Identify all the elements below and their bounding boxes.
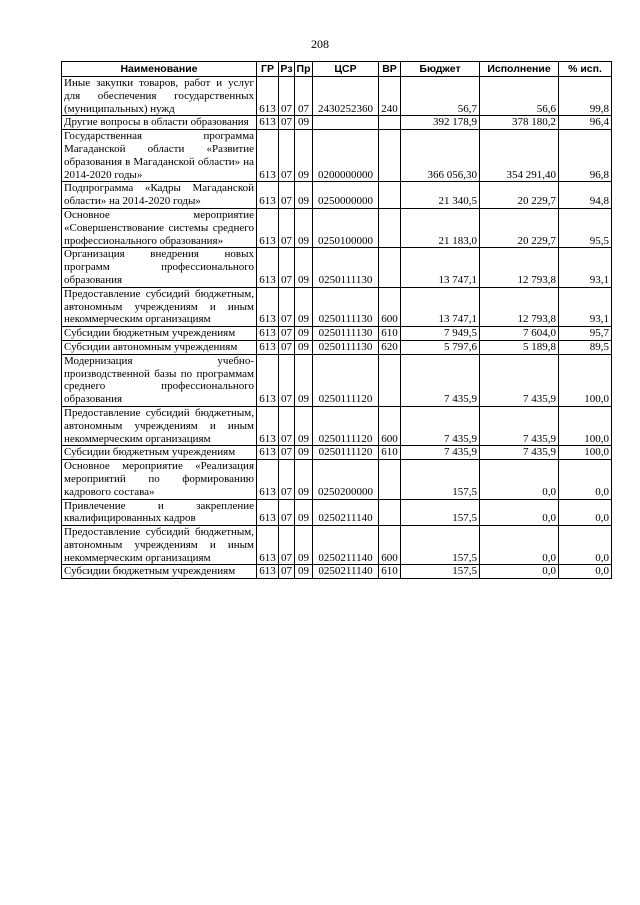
row-pr: 09 [295,460,313,499]
row-pr: 09 [295,182,313,209]
row-csr: 0250100000 [313,208,379,247]
row-gr: 613 [257,287,279,326]
row-csr: 0250111130 [313,340,379,354]
row-csr: 0250111120 [313,354,379,406]
row-name: Предоставление субсидий бюджетным, автономным учреждениям и иным некоммерческим организациям [62,287,257,326]
row-rz: 07 [279,499,295,526]
row-execution: 0,0 [480,499,559,526]
row-csr [313,116,379,130]
table-row [62,248,612,287]
column-header-name: Наименование [62,62,257,77]
row-budget: 392 178,9 [401,116,480,130]
row-gr: 613 [257,499,279,526]
row-pr: 09 [295,248,313,287]
column-header-pr: Пр [295,62,313,77]
row-pr: 09 [295,406,313,445]
table-row [62,406,612,445]
row-budget: 157,5 [401,526,480,565]
row-rz: 07 [279,327,295,341]
table-row [62,287,612,326]
row-budget: 7 435,9 [401,446,480,460]
row-rz: 07 [279,208,295,247]
column-header-budget: Бюджет [401,62,480,77]
row-budget: 157,5 [401,565,480,579]
row-gr: 613 [257,460,279,499]
table-row [62,182,612,209]
row-csr: 0250211140 [313,526,379,565]
table-row [62,208,612,247]
row-name: Привлечение и закрепление квалифицированных кадров [62,499,257,526]
row-execution: 0,0 [480,526,559,565]
table-row [62,327,612,341]
row-execution: 7 435,9 [480,354,559,406]
row-vr: 600 [379,406,401,445]
row-rz: 07 [279,182,295,209]
row-execution: 7 604,0 [480,327,559,341]
row-name: Иные закупки товаров, работ и услуг для обеспечения государственных (муниципальных) нужд [62,77,257,116]
row-budget: 13 747,1 [401,248,480,287]
row-gr: 613 [257,446,279,460]
row-pr: 09 [295,287,313,326]
row-percent: 0,0 [559,565,612,579]
row-gr: 613 [257,565,279,579]
row-percent: 99,8 [559,77,612,116]
row-execution: 7 435,9 [480,406,559,445]
row-percent: 96,8 [559,130,612,182]
row-budget: 56,7 [401,77,480,116]
row-execution: 0,0 [480,460,559,499]
row-name: Модернизация учебно-производственной базы по программам среднего профессионального образования [62,354,257,406]
row-percent: 89,5 [559,340,612,354]
row-rz: 07 [279,446,295,460]
row-budget: 7 435,9 [401,406,480,445]
row-csr: 0250111120 [313,446,379,460]
row-pr: 07 [295,77,313,116]
row-rz: 07 [279,406,295,445]
row-gr: 613 [257,340,279,354]
row-budget: 21 340,5 [401,182,480,209]
row-csr: 0250211140 [313,565,379,579]
row-execution: 12 793,8 [480,287,559,326]
row-csr: 0250111130 [313,287,379,326]
row-name: Субсидии бюджетным учреждениям [62,565,257,579]
row-budget: 157,5 [401,460,480,499]
table-row [62,446,612,460]
row-vr [379,130,401,182]
row-percent: 93,1 [559,248,612,287]
row-percent: 95,5 [559,208,612,247]
row-percent: 0,0 [559,499,612,526]
row-budget: 7 435,9 [401,354,480,406]
table-row [62,130,612,182]
row-percent: 0,0 [559,526,612,565]
table-header-row [62,62,612,77]
row-pr: 09 [295,499,313,526]
row-vr [379,354,401,406]
budget-table [61,61,612,579]
row-pr: 09 [295,565,313,579]
row-execution: 7 435,9 [480,446,559,460]
column-header-csr: ЦСР [313,62,379,77]
row-gr: 613 [257,248,279,287]
row-vr: 610 [379,565,401,579]
row-rz: 07 [279,116,295,130]
row-csr: 0250111120 [313,406,379,445]
row-budget: 366 056,30 [401,130,480,182]
table-row [62,340,612,354]
row-csr: 0250200000 [313,460,379,499]
row-pr: 09 [295,208,313,247]
row-vr: 240 [379,77,401,116]
row-rz: 07 [279,287,295,326]
row-name: Предоставление субсидий бюджетным, автономным учреждениям и иным некоммерческим организациям [62,526,257,565]
column-header-execution: Исполнение [480,62,559,77]
table-row [62,565,612,579]
table-row [62,460,612,499]
row-csr: 0250111130 [313,327,379,341]
page-number: 208 [311,37,329,51]
row-name: Основное мероприятие «Реализация мероприятий по формированию кадрового состава» [62,460,257,499]
row-percent: 94,8 [559,182,612,209]
row-percent: 93,1 [559,287,612,326]
row-pr: 09 [295,446,313,460]
table-row [62,526,612,565]
row-budget: 157,5 [401,499,480,526]
row-vr: 600 [379,287,401,326]
row-gr: 613 [257,182,279,209]
column-header-gr: ГР [257,62,279,77]
row-pr: 09 [295,354,313,406]
row-vr: 610 [379,327,401,341]
row-csr: 0200000000 [313,130,379,182]
row-rz: 07 [279,77,295,116]
row-gr: 613 [257,130,279,182]
row-rz: 07 [279,340,295,354]
row-execution: 20 229,7 [480,208,559,247]
row-gr: 613 [257,208,279,247]
row-csr: 0250211140 [313,499,379,526]
row-execution: 12 793,8 [480,248,559,287]
row-percent: 100,0 [559,406,612,445]
row-percent: 96,4 [559,116,612,130]
table-row [62,499,612,526]
column-header-vr: ВР [379,62,401,77]
row-vr: 600 [379,526,401,565]
row-name: Основное мероприятие «Совершенствование системы среднего профессионального образования» [62,208,257,247]
row-percent: 100,0 [559,446,612,460]
row-gr: 613 [257,406,279,445]
row-name: Другие вопросы в области образования [62,116,257,130]
row-vr: 610 [379,446,401,460]
row-execution: 0,0 [480,565,559,579]
row-rz: 07 [279,130,295,182]
row-name: Предоставление субсидий бюджетным, автономным учреждениям и иным некоммерческим организациям [62,406,257,445]
row-vr [379,460,401,499]
row-gr: 613 [257,327,279,341]
row-vr: 620 [379,340,401,354]
row-rz: 07 [279,460,295,499]
row-rz: 07 [279,565,295,579]
row-rz: 07 [279,354,295,406]
row-name: Субсидии бюджетным учреждениям [62,446,257,460]
row-percent: 100,0 [559,354,612,406]
row-rz: 07 [279,248,295,287]
row-csr: 2430252360 [313,77,379,116]
row-csr: 0250111130 [313,248,379,287]
column-header-percent: % исп. [559,62,612,77]
row-vr [379,499,401,526]
row-name: Организация внедрения новых программ профессионального образования [62,248,257,287]
row-gr: 613 [257,116,279,130]
row-budget: 7 949,5 [401,327,480,341]
row-vr [379,248,401,287]
row-vr [379,208,401,247]
row-pr: 09 [295,327,313,341]
row-name: Субсидии бюджетным учреждениям [62,327,257,341]
row-budget: 13 747,1 [401,287,480,326]
row-percent: 0,0 [559,460,612,499]
row-execution: 378 180,2 [480,116,559,130]
row-pr: 09 [295,116,313,130]
row-name: Государственная программа Магаданской области «Развитие образования в Магаданской области» на 2014-2020 годы» [62,130,257,182]
row-execution: 56,6 [480,77,559,116]
row-execution: 20 229,7 [480,182,559,209]
table-row [62,116,612,130]
row-pr: 09 [295,130,313,182]
row-execution: 354 291,40 [480,130,559,182]
table-row [62,354,612,406]
row-budget: 21 183,0 [401,208,480,247]
row-percent: 95,7 [559,327,612,341]
row-csr: 0250000000 [313,182,379,209]
row-pr: 09 [295,340,313,354]
row-rz: 07 [279,526,295,565]
row-execution: 5 189,8 [480,340,559,354]
row-budget: 5 797,6 [401,340,480,354]
row-gr: 613 [257,526,279,565]
row-name: Подпрограмма «Кадры Магаданской области» на 2014-2020 годы» [62,182,257,209]
column-header-rz: Рз [280,62,293,75]
row-gr: 613 [257,77,279,116]
row-gr: 613 [257,354,279,406]
row-pr: 09 [295,526,313,565]
row-vr [379,182,401,209]
table-row [62,77,612,116]
row-name: Субсидии автономным учреждениям [62,340,257,354]
row-vr [379,116,401,130]
